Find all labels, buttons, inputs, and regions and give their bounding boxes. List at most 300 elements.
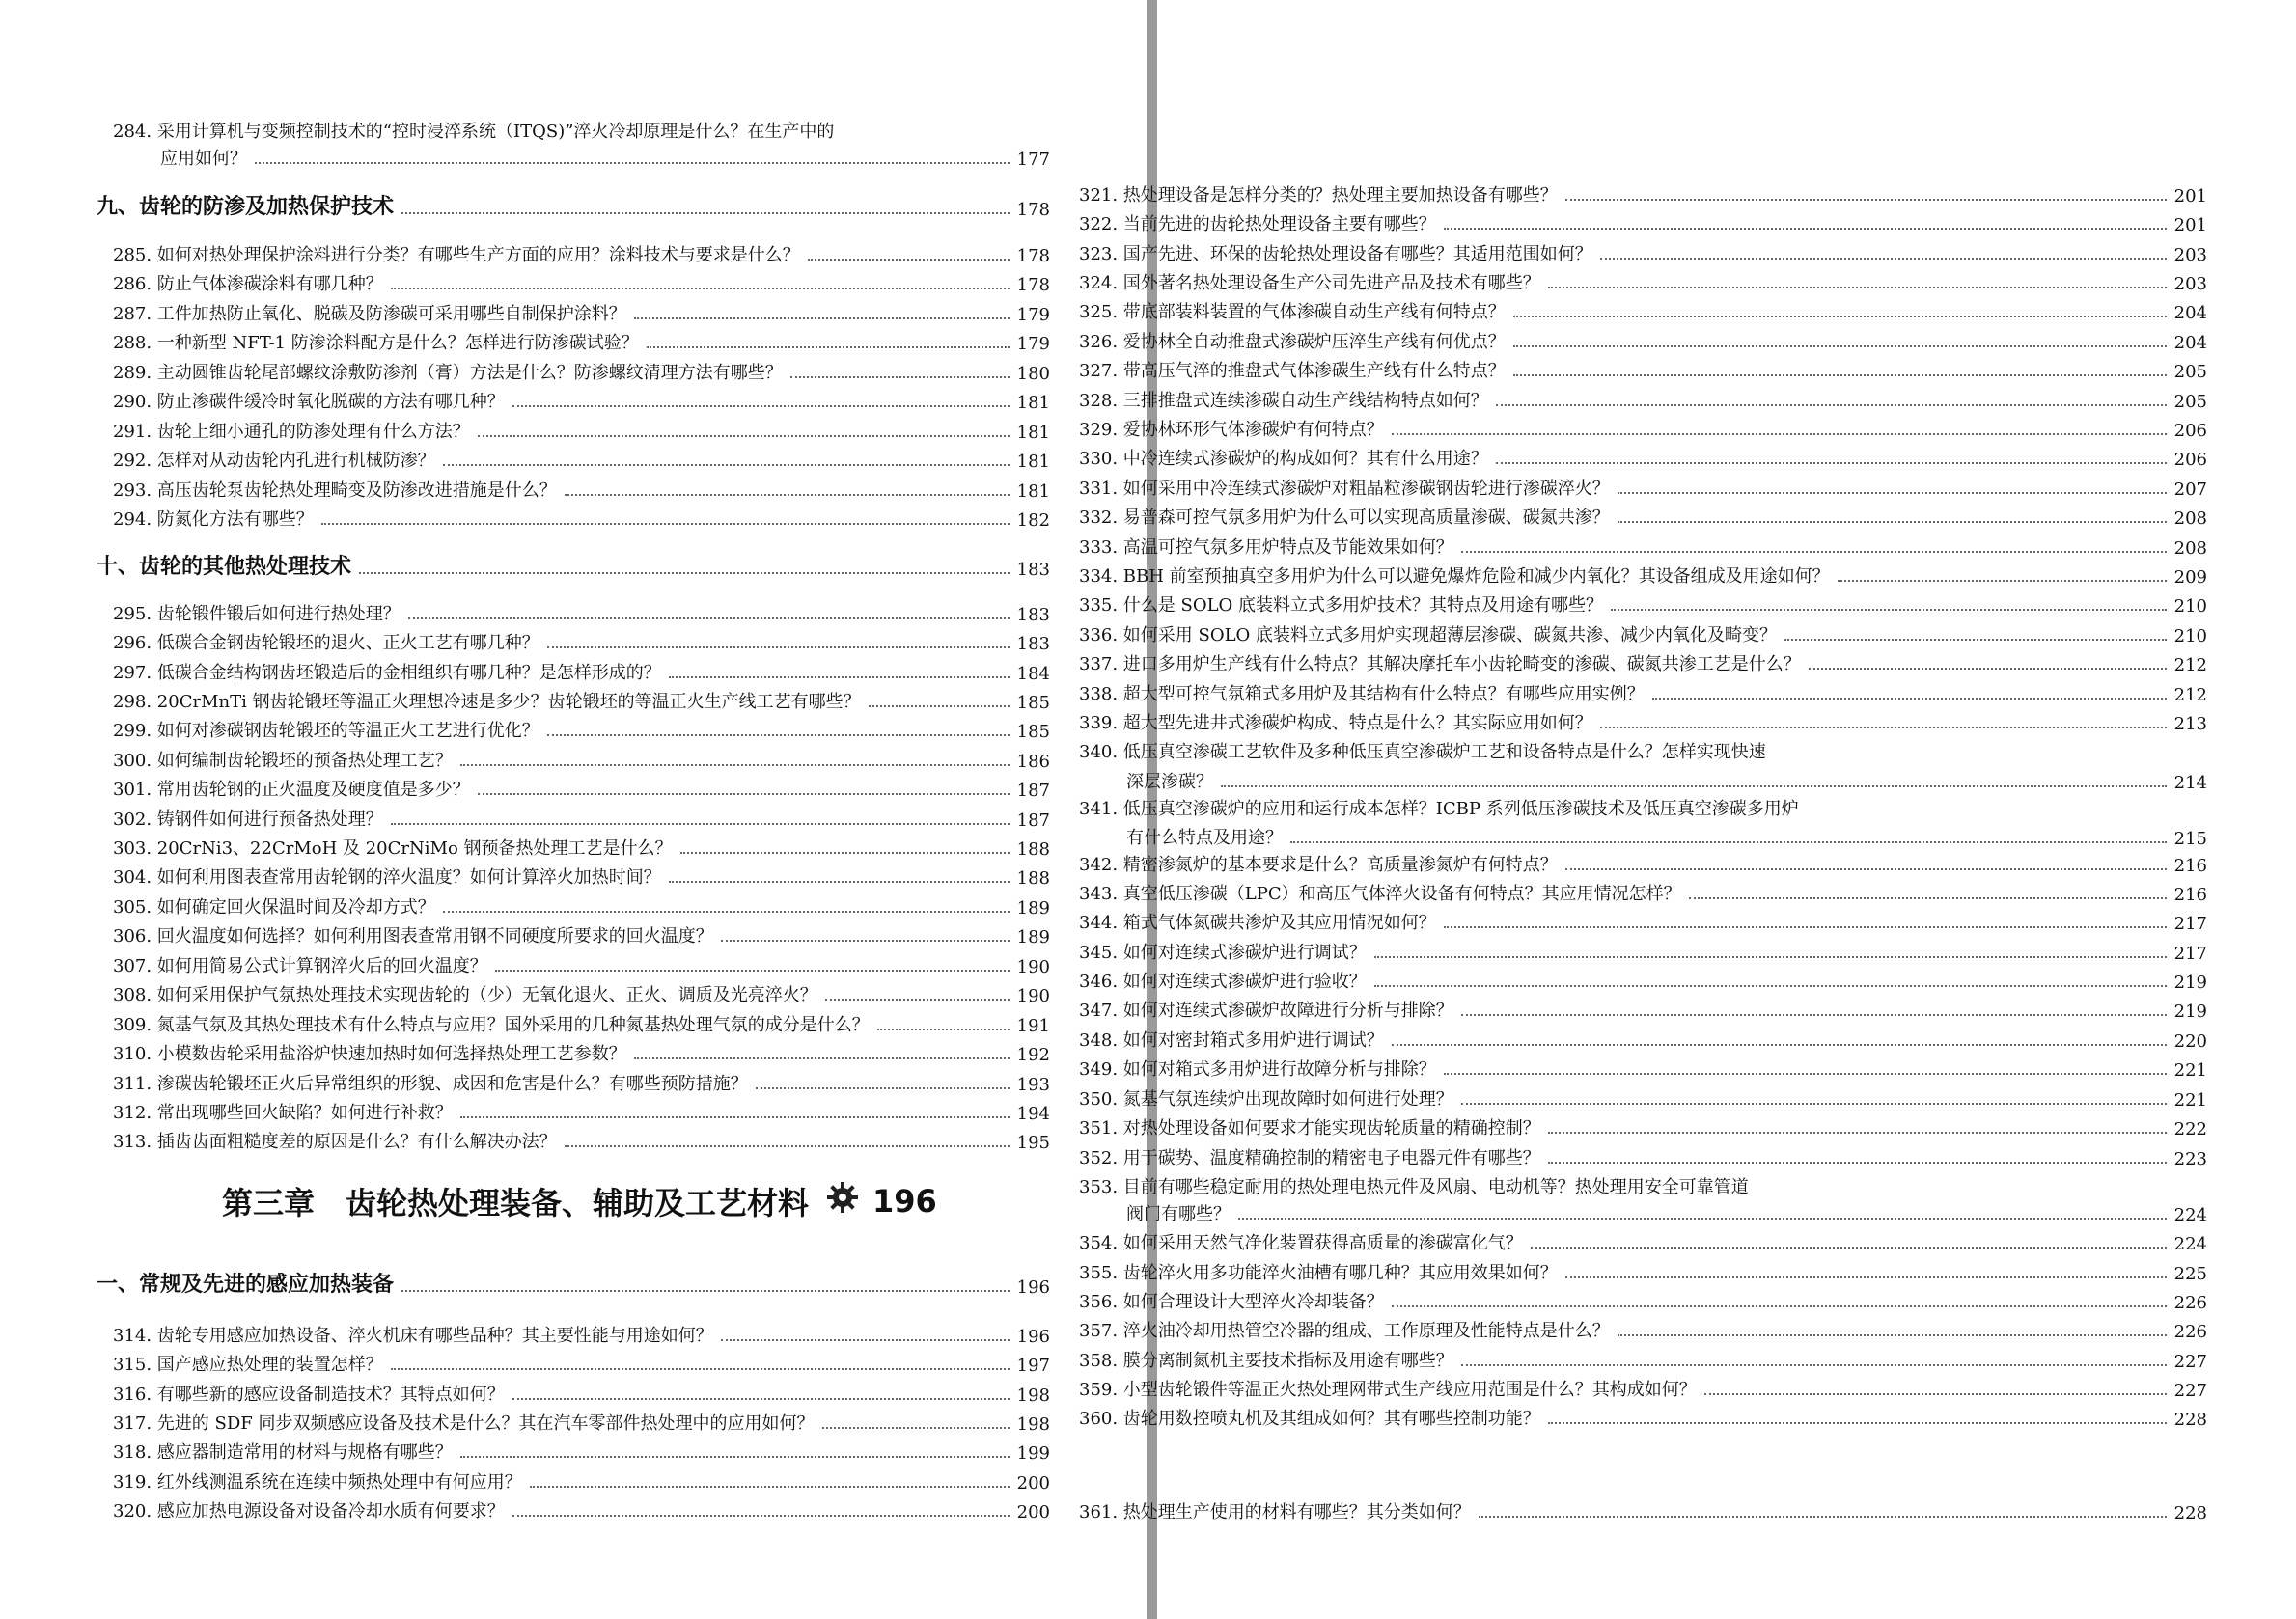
entry-text: 299. 如何对渗碳钢齿轮锻坯的等温正火工艺进行优化？: [113, 721, 539, 741]
entry-text: 357. 淬火油冷却用热管空冷器的组成、工作原理及性能特点是什么？: [1079, 1321, 1610, 1341]
toc-entry[interactable]: [1079, 269, 2207, 294]
toc-section-heading[interactable]: [97, 1269, 1050, 1298]
entry-text: 309. 氮基气氛及其热处理技术有什么特点与应用？国外采用的几种氮基热处理气氛的成分是什么？: [113, 1015, 870, 1035]
toc-entry[interactable]: [113, 981, 1050, 1006]
entry-text: 348. 如何对密封箱式多用炉进行调试？: [1079, 1030, 1384, 1051]
dot-leader: [547, 734, 1010, 736]
toc-entry[interactable]: [113, 1468, 1050, 1494]
toc-entry[interactable]: [1079, 1114, 2207, 1139]
dot-leader: [1838, 580, 2167, 582]
dot-leader: [1513, 345, 2167, 347]
page-number: 215: [2173, 829, 2207, 849]
dot-leader: [1565, 199, 2167, 201]
page-number: 212: [2173, 655, 2207, 675]
page-number: 189: [1016, 927, 1050, 947]
entry-text: 333. 高温可控气氛多用炉特点及节能效果如何？: [1079, 537, 1453, 558]
dot-leader: [1600, 258, 2167, 260]
entry-text: 307. 如何用简易公式计算钢淬火后的回火温度？: [113, 956, 487, 976]
dot-leader: [1548, 1162, 2167, 1164]
toc-entry[interactable]: [1079, 445, 2207, 470]
toc-entry[interactable]: [1079, 939, 2207, 964]
dot-leader: [443, 464, 1010, 466]
dot-leader: [669, 676, 1010, 678]
dot-leader: [1704, 1393, 2167, 1395]
entry-text: 306. 回火温度如何选择？如何利用图表查常用钢不同硬度所要求的回火温度？: [113, 926, 713, 947]
page-number: 196: [1016, 1327, 1050, 1347]
entry-text: 292. 怎样对从动齿轮内孔进行机械防渗？: [113, 451, 435, 471]
dot-leader: [1565, 868, 2167, 870]
dot-leader: [822, 1427, 1010, 1429]
page-number: 210: [2173, 596, 2207, 617]
entry-text: 325. 带底部装料装置的气体渗碳自动生产线有何特点？: [1079, 302, 1506, 322]
toc-entry[interactable]: [1079, 680, 2207, 705]
dot-leader: [1238, 1218, 2167, 1220]
entry-text: 321. 热处理设备是怎样分类的？热处理主要加热设备有哪些？: [1079, 185, 1558, 206]
dot-leader: [512, 1398, 1010, 1400]
toc-entry[interactable]: [113, 893, 1050, 919]
toc-entry[interactable]: [113, 300, 1050, 325]
toc-entry[interactable]: [1079, 387, 2207, 412]
toc-entry[interactable]: [113, 835, 1050, 860]
toc-entry[interactable]: [1079, 475, 2207, 500]
toc-entry[interactable]: [1079, 416, 2207, 441]
page-number: 186: [1016, 752, 1050, 772]
page-number: 178: [1016, 246, 1050, 266]
dot-leader: [321, 523, 1010, 525]
page-number: 227: [2173, 1352, 2207, 1372]
page-number: 204: [2173, 333, 2207, 353]
page-number: 194: [1016, 1104, 1050, 1124]
toc-entry[interactable]: [113, 1128, 1050, 1153]
dot-leader: [1461, 551, 2167, 553]
dot-leader: [391, 1368, 1010, 1370]
toc-entry[interactable]: [113, 688, 1050, 713]
dot-leader: [495, 970, 1010, 972]
dot-leader: [443, 911, 1010, 913]
page-number: 221: [2173, 1060, 2207, 1081]
entry-text: 284. 采用计算机与变频控制技术的“控时浸淬系统（ITQS)”淬火冷却原理是什么？在生产中的: [113, 122, 835, 142]
page-number: 193: [1016, 1075, 1050, 1095]
entry-text: 360. 齿轮用数控喷丸机及其组成如何？其有哪些控制功能？: [1079, 1409, 1540, 1429]
toc-entry[interactable]: [113, 447, 1050, 472]
dot-leader: [460, 1116, 1010, 1118]
entry-text: 349. 如何对箱式多用炉进行故障分析与排除？: [1079, 1059, 1436, 1080]
page-number: 197: [1016, 1356, 1050, 1376]
dot-leader: [359, 572, 1010, 574]
entry-text: 296. 低碳合金钢齿轮锻坯的退火、正火工艺有哪几种？: [113, 633, 539, 653]
toc-entry[interactable]: [1079, 1288, 2207, 1313]
chapter-heading: [222, 1179, 937, 1223]
dot-leader: [1392, 1305, 2167, 1307]
page-number: 183: [1016, 605, 1050, 625]
toc-entry[interactable]: [1079, 563, 2207, 588]
toc-entry[interactable]: [1079, 210, 2207, 235]
toc-entry[interactable]: [1079, 181, 2207, 206]
toc-section-heading[interactable]: [97, 191, 1050, 220]
entry-text: 293. 高压齿轮泵齿轮热处理畸变及防渗改进措施是什么？: [113, 480, 557, 501]
page-number: 198: [1016, 1386, 1050, 1406]
page-number: 203: [2173, 245, 2207, 265]
entry-text: 338. 超大型可控气氛箱式多用炉及其结构有什么特点？有哪些应用实例？: [1079, 684, 1645, 704]
dot-leader: [547, 646, 1010, 648]
entry-text: 330. 中冷连续式渗碳炉的构成如何？其有什么用途？: [1079, 449, 1488, 469]
entry-text: 326. 爱协林全自动推盘式渗碳炉压淬生产线有何优点？: [1079, 332, 1506, 352]
toc-entry[interactable]: [1079, 1056, 2207, 1081]
page-number: 219: [2173, 1002, 2207, 1022]
toc-entry[interactable]: [1079, 851, 2207, 876]
entry-text: 319. 红外线测温系统在连续中频热处理中有何应用？: [113, 1472, 522, 1493]
page-number: 179: [1016, 305, 1050, 325]
page-number: 222: [2173, 1119, 2207, 1139]
entry-text: 290. 防止渗碳件缓冷时氧化脱碳的方法有哪几种？: [113, 392, 505, 412]
page-number: 206: [2173, 450, 2207, 470]
page-number: 200: [1016, 1502, 1050, 1523]
page-number: 228: [2173, 1410, 2207, 1430]
entry-text: 359. 小型齿轮锻件等温正火热处理网带式生产线应用范围是什么？其构成如何？: [1079, 1380, 1697, 1400]
dot-leader: [1392, 433, 2167, 435]
toc-entry[interactable]: [1079, 997, 2207, 1022]
entry-text: 350. 氮基气氛连续炉出现故障时如何进行处理？: [1079, 1089, 1453, 1110]
dot-leader: [721, 940, 1010, 942]
toc-entry[interactable]: [1079, 1317, 2207, 1342]
dot-leader: [408, 617, 1010, 619]
toc-section-heading[interactable]: [97, 551, 1050, 580]
dot-leader: [565, 494, 1010, 496]
toc-entry-continuation[interactable]: [1126, 1200, 2207, 1225]
toc-entry[interactable]: [113, 1351, 1050, 1376]
entry-text: 有什么特点及用途？: [1126, 828, 1283, 848]
page-number: 217: [2173, 914, 2207, 934]
toc-entry-continuation[interactable]: [1126, 768, 2207, 793]
entry-text: 298. 20CrMnTi 钢齿轮锻坯等温正火理想冷速是多少？齿轮锻坯的等温正火生产线工艺有哪些？: [113, 692, 861, 712]
toc-entry[interactable]: [113, 359, 1050, 384]
entry-text: 337. 进口多用炉生产线有什么特点？其解决摩托车小齿轮畸变的渗碳、碳氮共渗工艺是什么？: [1079, 654, 1801, 674]
toc-entry[interactable]: [113, 1322, 1050, 1347]
dot-leader: [1374, 956, 2167, 958]
entry-text: 313. 插齿齿面粗糙度差的原因是什么？有什么解决办法？: [113, 1132, 557, 1152]
toc-entry[interactable]: [1079, 1229, 2207, 1254]
page-number: 214: [2173, 773, 2207, 793]
page-number: 216: [2173, 885, 2207, 905]
entry-text: 346. 如何对连续式渗碳炉进行验收？: [1079, 972, 1367, 992]
entry-text: 339. 超大型先进井式渗碳炉构成、特点是什么？其实际应用如何？: [1079, 713, 1592, 733]
entry-text: 289. 主动圆锥齿轮尾部螺纹涂敷防渗剂（膏）方法是什么？防渗螺纹清理方法有哪些？: [113, 363, 783, 383]
dot-leader: [391, 288, 1010, 289]
toc-entry[interactable]: [1079, 328, 2207, 353]
entry-text: 295. 齿轮锻件锻后如何进行热处理？: [113, 604, 401, 624]
page-number: 181: [1016, 481, 1050, 502]
toc-entry[interactable]: [113, 747, 1050, 772]
entry-text: 324. 国外著名热处理设备生产公司先进产品及技术有哪些？: [1079, 273, 1540, 293]
dot-leader: [1513, 316, 2167, 317]
page-number: 188: [1016, 839, 1050, 860]
page-number: 213: [2173, 714, 2207, 734]
toc-entry[interactable]: [113, 477, 1050, 502]
entry-text: 302. 铸钢件如何进行预备热处理？: [113, 810, 383, 830]
dot-leader: [669, 881, 1010, 883]
dot-leader: [1221, 785, 2167, 787]
toc-entry[interactable]: [113, 241, 1050, 266]
dot-leader: [634, 1057, 1010, 1059]
page-number: 216: [2173, 856, 2207, 876]
entry-text: 355. 齿轮淬火用多功能淬火油槽有哪几种？其应用效果如何？: [1079, 1263, 1558, 1283]
entry-text: 340. 低压真空渗碳工艺软件及多种低压真空渗碳炉工艺和设备特点是什么？怎样实现快速: [1079, 742, 1766, 762]
dot-leader: [869, 705, 1010, 707]
toc-entry[interactable]: [113, 1497, 1050, 1523]
toc-entry[interactable]: [1079, 1173, 2207, 1198]
toc-entry[interactable]: [113, 118, 1050, 143]
toc-entry[interactable]: [113, 1410, 1050, 1435]
dot-leader: [1611, 609, 2167, 611]
toc-entry[interactable]: [1079, 240, 2207, 265]
page-number: 212: [2173, 685, 2207, 705]
toc-entry[interactable]: [113, 1099, 1050, 1124]
toc-entry[interactable]: [1079, 1405, 2207, 1430]
toc-entry[interactable]: [1079, 504, 2207, 529]
page-number: 200: [1016, 1473, 1050, 1494]
entry-text: 286. 防止气体渗碳涂料有哪几种？: [113, 274, 383, 294]
entry-text: 297. 低碳合金结构钢齿坯锻造后的金相组织有哪几种？是怎样形成的？: [113, 663, 661, 683]
dot-leader: [512, 405, 1010, 407]
page-number: 191: [1016, 1016, 1050, 1036]
entry-text: 301. 常用齿轮钢的正火温度及硬度值是多少？: [113, 780, 470, 800]
entry-text: 287. 工件加热防止氧化、脱碳及防渗碳可采用哪些自制保护涂料？: [113, 304, 626, 324]
dot-leader: [1548, 1422, 2167, 1424]
dot-leader: [1496, 462, 2167, 464]
entry-text: 291. 齿轮上细小通孔的防渗处理有什么方法？: [113, 422, 470, 442]
dot-leader: [1461, 1103, 2167, 1105]
toc-entry[interactable]: [1079, 1085, 2207, 1111]
dot-leader: [1565, 1276, 2167, 1278]
entry-text: 315. 国产感应热处理的装置怎样？: [113, 1355, 383, 1375]
page-number: 201: [2173, 186, 2207, 206]
chapter-page-number: 196: [872, 1183, 937, 1220]
dot-leader: [1496, 404, 2167, 406]
page-number: 192: [1016, 1045, 1050, 1065]
toc-entry[interactable]: [113, 659, 1050, 684]
page-number: 182: [1016, 510, 1050, 531]
toc-entry[interactable]: [113, 1381, 1050, 1406]
entry-text: 356. 如何合理设计大型淬火冷却装备？: [1079, 1292, 1384, 1312]
page-number: 180: [1016, 364, 1050, 384]
dot-leader: [1461, 1364, 2167, 1366]
toc-entry[interactable]: [1079, 1144, 2207, 1169]
dot-leader: [460, 1456, 1010, 1458]
page-number: 224: [2173, 1205, 2207, 1225]
dot-leader: [478, 793, 1010, 795]
toc-entry[interactable]: [113, 1040, 1050, 1065]
dot-leader: [1290, 841, 2167, 843]
page-number: 198: [1016, 1414, 1050, 1435]
page-number: 187: [1016, 781, 1050, 801]
dot-leader: [1392, 1044, 2167, 1046]
dot-leader: [1618, 1334, 2167, 1336]
toc-entry[interactable]: [113, 600, 1050, 625]
entry-text: 334. BBH 前室预抽真空多用炉为什么可以避免爆炸危险和减少内氧化？其设备组成及用途如何？: [1079, 566, 1830, 587]
entry-text: 305. 如何确定回火保温时间及冷却方式？: [113, 897, 435, 918]
entry-text: 322. 当前先进的齿轮热处理设备主要有哪些？: [1079, 214, 1436, 234]
gear-icon: [826, 1181, 859, 1221]
toc-entry[interactable]: [113, 717, 1050, 742]
dot-leader: [1374, 985, 2167, 987]
entry-text: 317. 先进的 SDF 同步双频感应设备及技术是什么？其在汽车零部件热处理中的应用如何？: [113, 1413, 815, 1434]
dot-leader: [756, 1087, 1010, 1089]
toc-entry[interactable]: [1079, 591, 2207, 617]
page-number: 208: [2173, 508, 2207, 529]
dot-leader: [391, 823, 1010, 825]
toc-entry[interactable]: [113, 1011, 1050, 1036]
toc-entry[interactable]: [1079, 650, 2207, 675]
toc-entry[interactable]: [113, 629, 1050, 654]
page-number: 201: [2173, 215, 2207, 235]
toc-entry[interactable]: [1079, 909, 2207, 934]
dot-leader: [530, 1486, 1010, 1488]
page-number: 226: [2173, 1322, 2207, 1342]
page-number: 228: [2173, 1503, 2207, 1523]
toc-entry[interactable]: [113, 506, 1050, 531]
dot-leader: [877, 1029, 1010, 1030]
dot-leader: [647, 346, 1010, 348]
entry-text: 310. 小模数齿轮采用盐浴炉快速加热时如何选择热处理工艺参数？: [113, 1044, 626, 1064]
entry-text: 347. 如何对连续式渗碳炉故障进行分析与排除？: [1079, 1001, 1453, 1021]
entry-text: 304. 如何利用图表查常用齿轮钢的淬火温度？如何计算淬火加热时间？: [113, 867, 661, 888]
page-number: 177: [1016, 150, 1050, 170]
dot-leader: [1600, 727, 2167, 728]
dot-leader: [1652, 698, 2167, 700]
page-number: 204: [2173, 303, 2207, 323]
dot-leader: [1784, 639, 2167, 641]
page-number: 205: [2173, 392, 2207, 412]
page-number: 190: [1016, 986, 1050, 1006]
page-number: 178: [1016, 275, 1050, 295]
entry-text: 320. 感应加热电源设备对设备冷却水质有何要求？: [113, 1501, 505, 1522]
toc-entry[interactable]: [1079, 738, 2207, 763]
page-number: 181: [1016, 452, 1050, 472]
entry-text: 314. 齿轮专用感应加热设备、淬火机床有哪些品种？其主要性能与用途如何？: [113, 1326, 713, 1346]
section-title: 九、齿轮的防渗及加热保护技术: [97, 195, 395, 219]
toc-entry[interactable]: [113, 270, 1050, 295]
toc-entry[interactable]: [1079, 534, 2207, 559]
entry-text: 342. 精密渗氮炉的基本要求是什么？高质量渗氮炉有何特点？: [1079, 855, 1558, 875]
dot-leader: [1513, 374, 2167, 376]
entry-text: 308. 如何采用保护气氛热处理技术实现齿轮的（少）无氧化退火、正火、调质及光亮淬火？: [113, 985, 817, 1005]
entry-text: 312. 常出现哪些回火缺陷？如何进行补救？: [113, 1103, 453, 1123]
toc-entry[interactable]: [1079, 1498, 2207, 1523]
dot-leader: [401, 1290, 1010, 1292]
page-number: 220: [2173, 1031, 2207, 1052]
page-number: 224: [2173, 1234, 2207, 1254]
toc-entry[interactable]: [113, 418, 1050, 443]
entry-text: 345. 如何对连续式渗碳炉进行调试？: [1079, 943, 1367, 963]
toc-entry[interactable]: [1079, 357, 2207, 382]
entry-text: 288. 一种新型 NFT-1 防渗涂料配方是什么？怎样进行防渗碳试验？: [113, 333, 639, 353]
page-number: 207: [2173, 480, 2207, 500]
page-number: 184: [1016, 664, 1050, 684]
dot-leader: [1444, 1073, 2167, 1075]
entry-text: 353. 目前有哪些稳定耐用的热处理电热元件及风扇、电动机等？热处理用安全可靠管道: [1079, 1177, 1749, 1197]
entry-text: 344. 箱式气体氮碳共渗炉及其应用情况如何？: [1079, 913, 1436, 933]
entry-text: 351. 对热处理设备如何要求才能实现齿轮质量的精确控制？: [1079, 1118, 1540, 1139]
toc-entry[interactable]: [113, 1070, 1050, 1095]
toc-entry[interactable]: [113, 952, 1050, 977]
page-number: 188: [1016, 868, 1050, 889]
toc-entry-continuation[interactable]: [1126, 824, 2207, 849]
toc-entry[interactable]: [113, 388, 1050, 413]
toc-entry[interactable]: [1079, 1376, 2207, 1401]
toc-entry[interactable]: [113, 1439, 1050, 1464]
toc-entry[interactable]: [1079, 621, 2207, 646]
toc-entry[interactable]: [1079, 298, 2207, 323]
entry-text: 336. 如何采用 SOLO 底装料立式多用炉实现超薄层渗碳、碳氮共渗、减少内氧化及畸变？: [1079, 625, 1778, 645]
dot-leader: [1444, 228, 2167, 230]
entry-text: 358. 膜分离制氮机主要技术指标及用途有哪些？: [1079, 1351, 1453, 1371]
entry-text: 332. 易普森可控气氛多用炉为什么可以实现高质量渗碳、碳氮共渗？: [1079, 508, 1610, 528]
page-number: 187: [1016, 810, 1050, 831]
toc-entry[interactable]: [113, 864, 1050, 889]
entry-text: 352. 用于碳势、温度精确控制的精密电子电器元件有哪些？: [1079, 1148, 1540, 1168]
page-number: 203: [2173, 274, 2207, 294]
entry-text: 361. 热处理生产使用的材料有哪些？其分类如何？: [1079, 1502, 1471, 1523]
dot-leader: [1618, 492, 2167, 494]
page-number: 179: [1016, 334, 1050, 354]
entry-text: 335. 什么是 SOLO 底装料立式多用炉技术？其特点及用途有哪些？: [1079, 595, 1604, 616]
dot-leader: [1479, 1516, 2167, 1518]
page-number: 219: [2173, 973, 2207, 993]
dot-leader: [808, 259, 1010, 261]
toc-entry[interactable]: [113, 776, 1050, 801]
dot-leader: [1548, 287, 2167, 288]
section-title: 一、常规及先进的感应加热装备: [97, 1273, 395, 1297]
entry-text: 331. 如何采用中冷连续式渗碳炉对粗晶粒渗碳钢齿轮进行渗碳淬火？: [1079, 479, 1610, 499]
dot-leader: [1531, 1247, 2167, 1249]
toc-entry[interactable]: [1079, 1027, 2207, 1052]
dot-leader: [401, 212, 1010, 214]
entry-text: 341. 低压真空渗碳炉的应用和运行成本怎样？ICBP 系列低压渗碳技术及低压真空渗碳多用炉: [1079, 799, 1799, 819]
toc-entry[interactable]: [1079, 1259, 2207, 1284]
entry-text: 303. 20CrNi3、22CrMoH 及 20CrNiMo 钢预备热处理工艺是什么？: [113, 838, 673, 859]
page-number: 196: [1016, 1277, 1050, 1298]
dot-leader: [721, 1339, 1010, 1341]
dot-leader: [1618, 521, 2167, 523]
page-number: 178: [1016, 200, 1050, 220]
toc-entry[interactable]: [1079, 1347, 2207, 1372]
page-number: 181: [1016, 393, 1050, 413]
entry-text: 323. 国产先进、环保的齿轮热处理设备有哪些？其适用范围如何？: [1079, 244, 1592, 264]
toc-entry[interactable]: [1079, 880, 2207, 905]
dot-leader: [680, 852, 1010, 854]
dot-leader: [1689, 897, 2167, 899]
toc-entry[interactable]: [1079, 795, 2207, 820]
page-number: 183: [1016, 634, 1050, 654]
toc-entry[interactable]: [1079, 968, 2207, 993]
toc-entry[interactable]: [1079, 709, 2207, 734]
dot-leader: [825, 999, 1010, 1001]
toc-entry-continuation[interactable]: [160, 145, 1050, 170]
entry-text: 329. 爱协林环形气体渗碳炉有何特点？: [1079, 420, 1384, 440]
entry-text: 阀门有哪些？: [1126, 1204, 1231, 1224]
page-number: 208: [2173, 538, 2207, 559]
toc-entry[interactable]: [113, 806, 1050, 831]
entry-text: 深层渗碳？: [1126, 772, 1213, 792]
page-number: 189: [1016, 898, 1050, 919]
entry-text: 318. 感应器制造常用的材料与规格有哪些？: [113, 1442, 453, 1463]
page-number: 205: [2173, 362, 2207, 382]
toc-entry[interactable]: [113, 329, 1050, 354]
page-number: 227: [2173, 1381, 2207, 1401]
page-number: 217: [2173, 944, 2207, 964]
page-number: 181: [1016, 423, 1050, 443]
toc-entry[interactable]: [113, 922, 1050, 947]
